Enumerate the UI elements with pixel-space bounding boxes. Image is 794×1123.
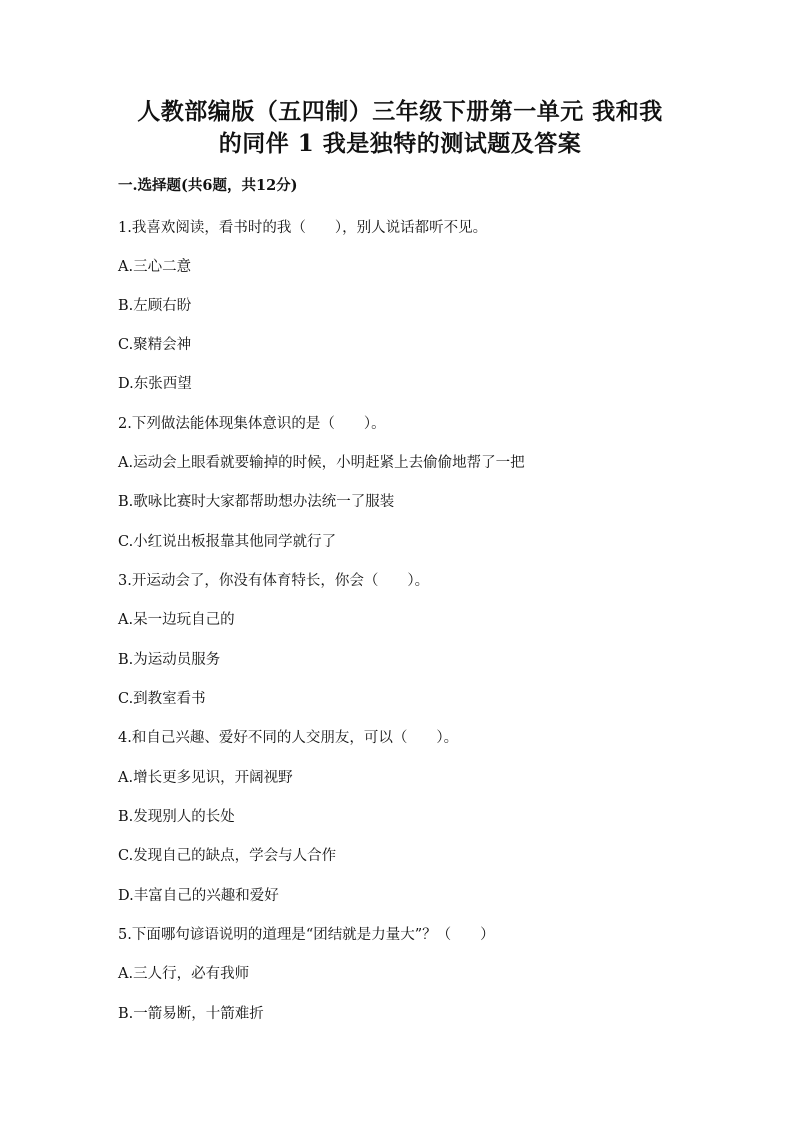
question-4-stem: 4.和自己兴趣、爱好不同的人交朋友，可以（ ）。: [118, 730, 459, 746]
question-5-option-b: B.一箭易断，十箭难折: [118, 1006, 264, 1022]
question-1-stem: 1.我喜欢阅读，看书时的我（ ），别人说话都听不见。: [118, 220, 488, 236]
question-3-option-b: B.为运动员服务: [118, 652, 221, 668]
question-2-option-c: C.小红说出板报靠其他同学就行了: [118, 534, 337, 550]
question-3-option-a: A.呆一边玩自己的: [118, 612, 235, 628]
question-4-option-b: B.发现别人的长处: [118, 809, 235, 825]
question-1-option-b: B.左顾右盼: [118, 298, 192, 314]
question-4-option-c: C.发现自己的缺点，学会与人合作: [118, 848, 337, 864]
document-title-line-2: 的同伴 1 我是独特的测试题及答案: [218, 130, 582, 157]
question-3-option-c: C.到教室看书: [118, 691, 206, 707]
question-4-option-a: A.增长更多见识，开阔视野: [118, 770, 293, 786]
question-3-stem: 3.开运动会了，你没有体育特长，你会（ ）。: [118, 573, 430, 589]
question-2-stem: 2.下列做法能体现集体意识的是（ ）。: [118, 416, 386, 432]
document-title-line-1: 人教部编版（五四制）三年级下册第一单元 我和我: [137, 98, 663, 125]
question-2-option-a: A.运动会上眼看就要输掉的时候，小明赶紧上去偷偷地帮了一把: [118, 455, 525, 471]
question-1-option-d: D.东张西望: [118, 376, 192, 392]
question-5-option-a: A.三人行，必有我师: [118, 966, 250, 982]
question-1-option-a: A.三心二意: [118, 259, 192, 275]
question-5-stem: 5.下面哪句谚语说明的道理是“团结就是力量大”？（ ）: [118, 927, 495, 943]
question-1-option-c: C.聚精会神: [118, 337, 192, 353]
question-2-option-b: B.歌咏比赛时大家都帮助想办法统一了服装: [118, 494, 395, 510]
question-4-option-d: D.丰富自己的兴趣和爱好: [118, 888, 279, 904]
section-heading: 一.选择题(共6题，共12分): [118, 177, 298, 194]
